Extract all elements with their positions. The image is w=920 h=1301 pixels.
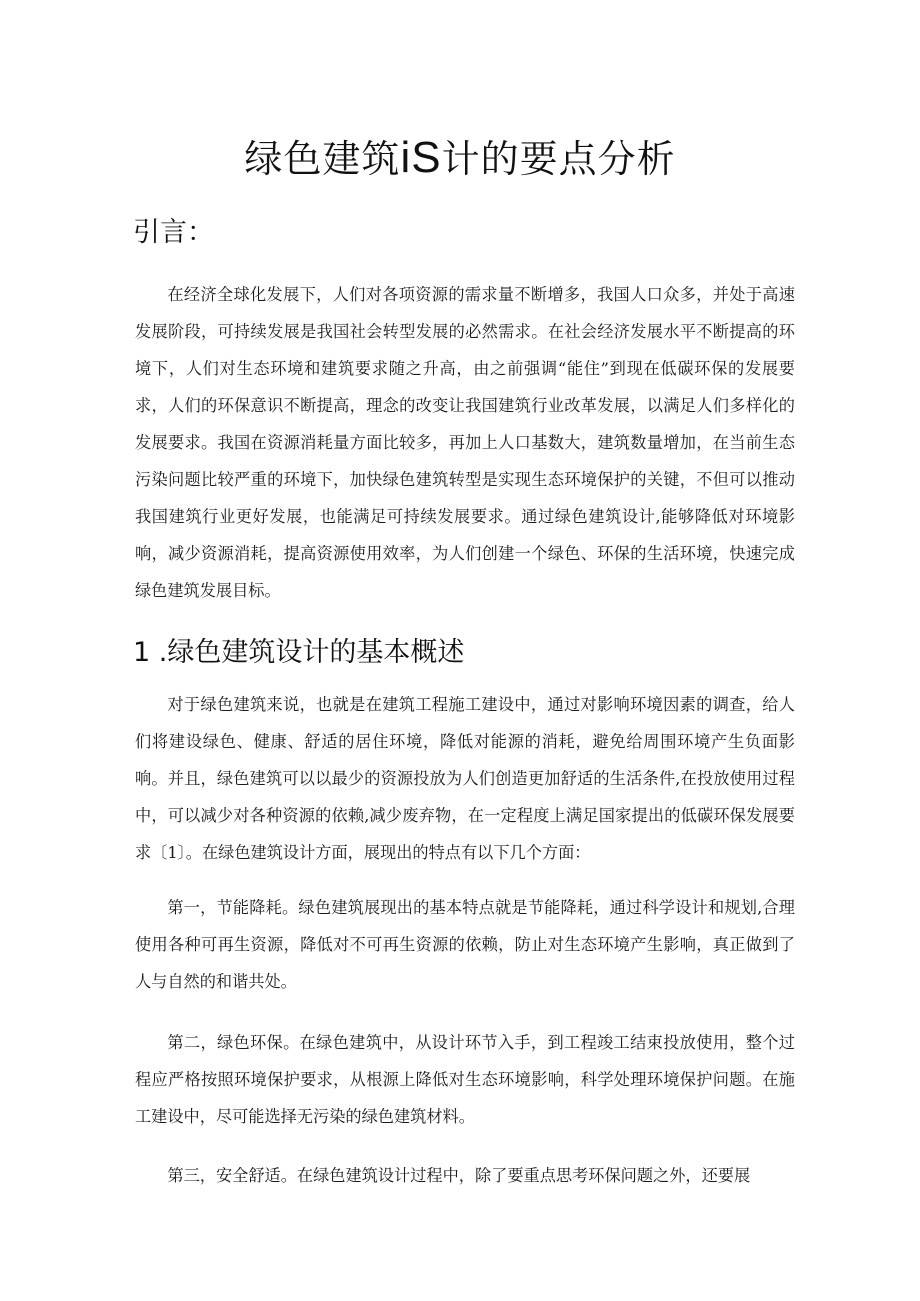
document-title: [0, 128, 920, 183]
title-part-1: 绿色建筑: [244, 137, 401, 181]
point-first-paragraph: 第一，节能降耗。绿色建筑展现出的基本特点就是节能降耗，通过科学设计和规划,合理使用各种可再生资源，降低对不可再生资源的依赖，防止对生态环境产生影响，真正做到了人与自然的和谐共处。: [135, 898, 795, 991]
section-1-heading: 1 .绿色建筑设计的基本概述: [133, 637, 465, 668]
title-part-3: 计的要点分析: [441, 137, 676, 181]
point-second-paragraph: 第二，绿色环保。在绿色建筑中，从设计环节入手，到工程竣工结束投放使用，整个过程应严格按照环境保护要求，从根源上降低对生态环境影响，科学处理环境保护问题。在施工建设中，尽可能选择无污染的绿色建筑材料。: [135, 1033, 795, 1126]
intro-heading: 引言：: [133, 217, 214, 248]
intro-paragraph: 在经济全球化发展下，人们对各项资源的需求量不断增多，我国人口众多，并处于高速发展阶段，可持续发展是我国社会转型发展的必然需求。在社会经济发展水平不断提高的环境下，人们对生态环境和建筑要求随之升高，由之前强调“能住”到现在低碳环保的发展要求，人们的环保意识不断提高，理念的改变让我国建筑行业改革发展，以满足人们多样化的发展要求。我国在资源消耗量方面比较多，再加上人口基数大，建筑数量增加，在当前生态污染问题比较严重的环境下，加快绿色建筑转型是实现生态环境保护的关键，不但可以推动我国建筑行业更好发展，也能满足可持续发展要求。通过绿色建筑设计,能够降低对环境影响，减少资源消耗，提高资源使用效率，为人们创建一个绿色、环保的生活环境，快速完成绿色建筑发展目标。: [135, 285, 795, 600]
point-third-paragraph: 第三，安全舒适。在绿色建筑设计过程中，除了要重点思考环保问题之外，还要展: [167, 1166, 751, 1185]
title-part-2: iS: [400, 133, 442, 182]
section-1-paragraph: 对于绿色建筑来说，也就是在建筑工程施工建设中，通过对影响环境因素的调查，给人们将建设绿色、健康、舒适的居住环境，降低对能源的消耗，避免给周围环境产生负面影响。并且，绿色建筑可以以最少的资源投放为人们创造更加舒适的生活条件,在投放使用过程中，可以减少对各种资源的依赖,减少废弃物，在一定程度上满足国家提出的低碳环保发展要求〔1〕。在绿色建筑设计方面，展现出的特点有以下几个方面：: [135, 695, 795, 862]
